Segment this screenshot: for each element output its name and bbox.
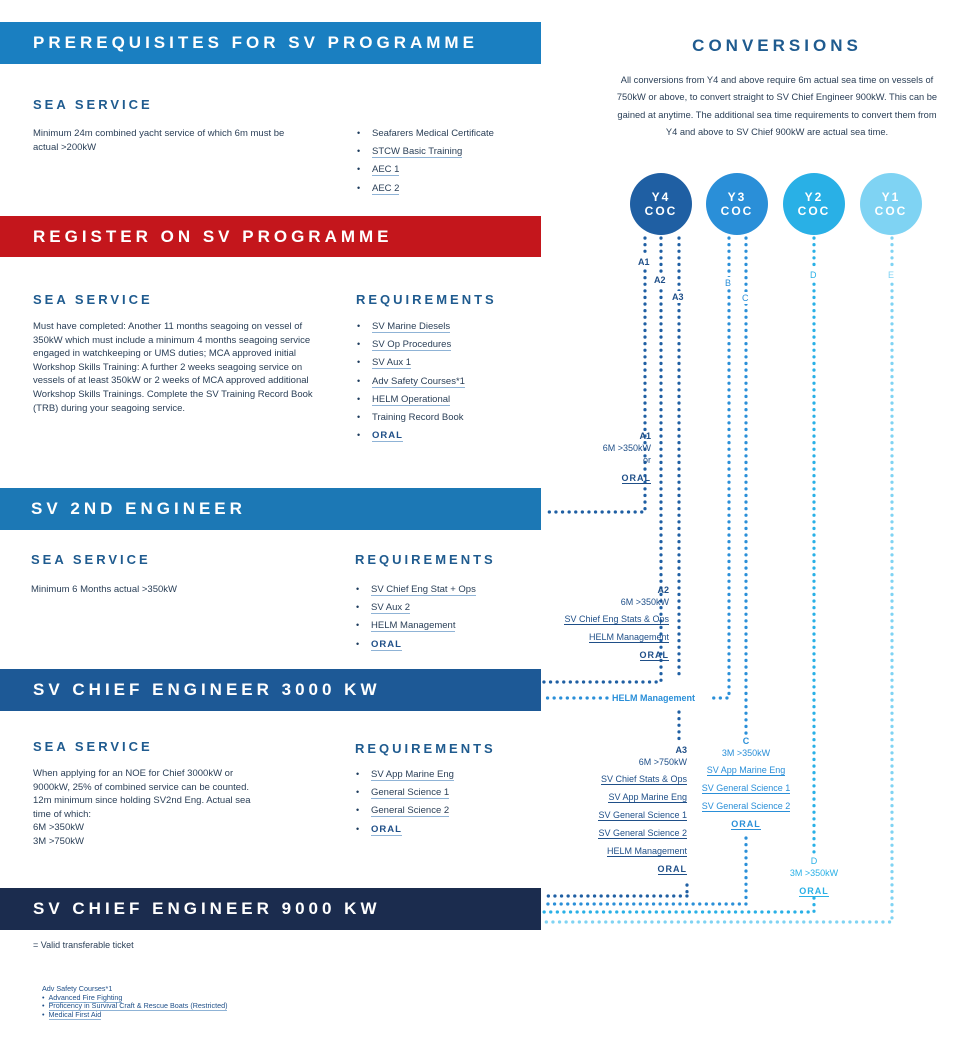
coc-y4-badge[interactable]: Y4 COC xyxy=(630,173,692,235)
list-item[interactable]: • Advanced Fire Fighting xyxy=(42,992,123,1002)
second-eng-sea-service-heading: SEA SERVICE xyxy=(31,552,151,567)
list-item[interactable]: • ORAL xyxy=(356,429,465,447)
path-label-c: C xyxy=(742,293,749,303)
a1-oral-link[interactable]: ORAL xyxy=(621,473,651,483)
second-eng-list xyxy=(355,583,476,656)
path-label-e: E xyxy=(888,270,895,280)
register-requirements-heading: REQUIREMENTS xyxy=(356,292,497,307)
footnote xyxy=(42,985,227,1019)
prereq-sea-service-text: Minimum 24m combined yacht service of which 6m must be actual >200kW xyxy=(33,128,285,153)
list-item[interactable]: • Medical First Aid xyxy=(42,1009,102,1019)
valid-ticket-legend: = Valid transferable ticket xyxy=(33,940,134,950)
list-item[interactable]: • ORAL xyxy=(355,823,454,841)
b-helm-management-link[interactable]: HELM Management xyxy=(612,693,696,703)
conversions-text: All conversions from Y4 and above require 6m actual sea time on vessels of 750kW or above, to convert straight to SV Chief Engineer 900kW. This can be gained at anytime. The additional sea time requirements to convert them from Y4 and above to SV Chief 900kW are actual sea time. xyxy=(616,75,938,137)
chief3000-banner: SV CHIEF ENGINEER 3000 KW xyxy=(0,669,541,711)
a2-block: A2 6M >350kW SV Chief Eng Stats & Ops HELM Management ORAL xyxy=(564,585,669,660)
list-item[interactable]: • STCW Basic Training xyxy=(356,145,494,163)
list-item[interactable]: • SV Op Procedures xyxy=(356,338,465,356)
a1-block: A1 6M >350kW or ORAL xyxy=(602,431,651,483)
chief3000-sea-service-heading: SEA SERVICE xyxy=(33,739,153,754)
prereq-banner: PREREQUISITES FOR SV PROGRAMME xyxy=(0,22,541,64)
second-eng-requirements-heading: REQUIREMENTS xyxy=(355,552,496,567)
list-item[interactable]: • SV Aux 2 xyxy=(355,601,476,619)
coc-y1-badge[interactable]: Y1 COC xyxy=(860,173,922,235)
prereq-list xyxy=(356,127,494,200)
second-eng-banner: SV 2ND ENGINEER xyxy=(0,488,541,530)
list-item[interactable]: • General Science 2 xyxy=(355,804,454,822)
list-item: • Training Record Book xyxy=(356,411,465,429)
conversions-title: CONVERSIONS xyxy=(692,36,862,55)
prereq-sea-service-heading: SEA SERVICE xyxy=(33,97,153,112)
footnote-title: Adv Safety Courses*1 xyxy=(42,984,113,993)
list-item[interactable]: • HELM Operational xyxy=(356,393,465,411)
chief3000-list xyxy=(355,768,454,841)
register-list xyxy=(356,320,465,447)
path-label-b: B xyxy=(725,278,732,288)
path-label-a3: A3 xyxy=(672,292,684,302)
d-block: D 3M >350kW ORAL xyxy=(789,856,839,896)
c-block: C 3M >350kW SV App Marine Eng SV General Science 1 SV General Science 2 ORAL xyxy=(701,736,791,829)
list-item[interactable]: • AEC 1 xyxy=(356,163,494,181)
register-banner: REGISTER ON SV PROGRAMME xyxy=(0,216,541,257)
list-item[interactable]: • AEC 2 xyxy=(356,182,494,200)
list-item[interactable]: • HELM Management xyxy=(355,619,476,637)
list-item[interactable]: • SV Aux 1 xyxy=(356,356,465,374)
register-sea-service-heading: SEA SERVICE xyxy=(33,292,153,307)
path-label-d: D xyxy=(810,270,817,280)
path-label-a1: A1 xyxy=(638,257,650,267)
coc-y2-badge[interactable]: Y2 COC xyxy=(783,173,845,235)
second-eng-sea-service-text: Minimum 6 Months actual >350kW xyxy=(31,584,177,595)
coc-y3-badge[interactable]: Y3 COC xyxy=(706,173,768,235)
path-label-a2: A2 xyxy=(654,275,666,285)
list-item[interactable]: • General Science 1 xyxy=(355,786,454,804)
register-sea-service-text: Must have completed: Another 11 months seagoing on vessel of 350kW which must include a minimum 4 months seagoing service engaged in watchkeeping or UMS duties; MCA approved initial Workshop Skills Training: A further 2 weeks seagoing service on vessels of at least 350kW or 2 weeks of MCA approved additional Workshop Skills Trainings. Complete the SV Training Record Book (TRB) during your seagoing service. xyxy=(33,321,313,414)
list-item[interactable]: • Proficency in Survival Craft & Rescue Boats (Restricted) xyxy=(42,1001,228,1011)
list-item[interactable]: • SV Marine Diesels xyxy=(356,320,465,338)
list-item: • Seafarers Medical Certificate xyxy=(356,127,494,145)
chief3000-requirements-heading: REQUIREMENTS xyxy=(355,741,496,756)
a3-block: A3 6M >750kW SV Chief Stats & Ops SV App Marine Eng SV General Science 1 SV General Science 2 HELM Management ORAL xyxy=(598,745,687,874)
chief3000-sea-service-text: When applying for an NOE for Chief 3000kW or 9000kW, 25% of combined service can be counted. 12m minimum since holding SV2nd Eng. Actual sea time of which: 6M >350kW 3M >750kW xyxy=(33,768,251,847)
chief9000-banner: SV CHIEF ENGINEER 9000 KW xyxy=(0,888,541,930)
list-item[interactable]: • SV Chief Eng Stat + Ops xyxy=(355,583,476,601)
list-item[interactable]: • SV App Marine Eng xyxy=(355,768,454,786)
list-item[interactable]: • Adv Safety Courses*1 xyxy=(356,375,465,393)
list-item[interactable]: • ORAL xyxy=(355,638,476,656)
